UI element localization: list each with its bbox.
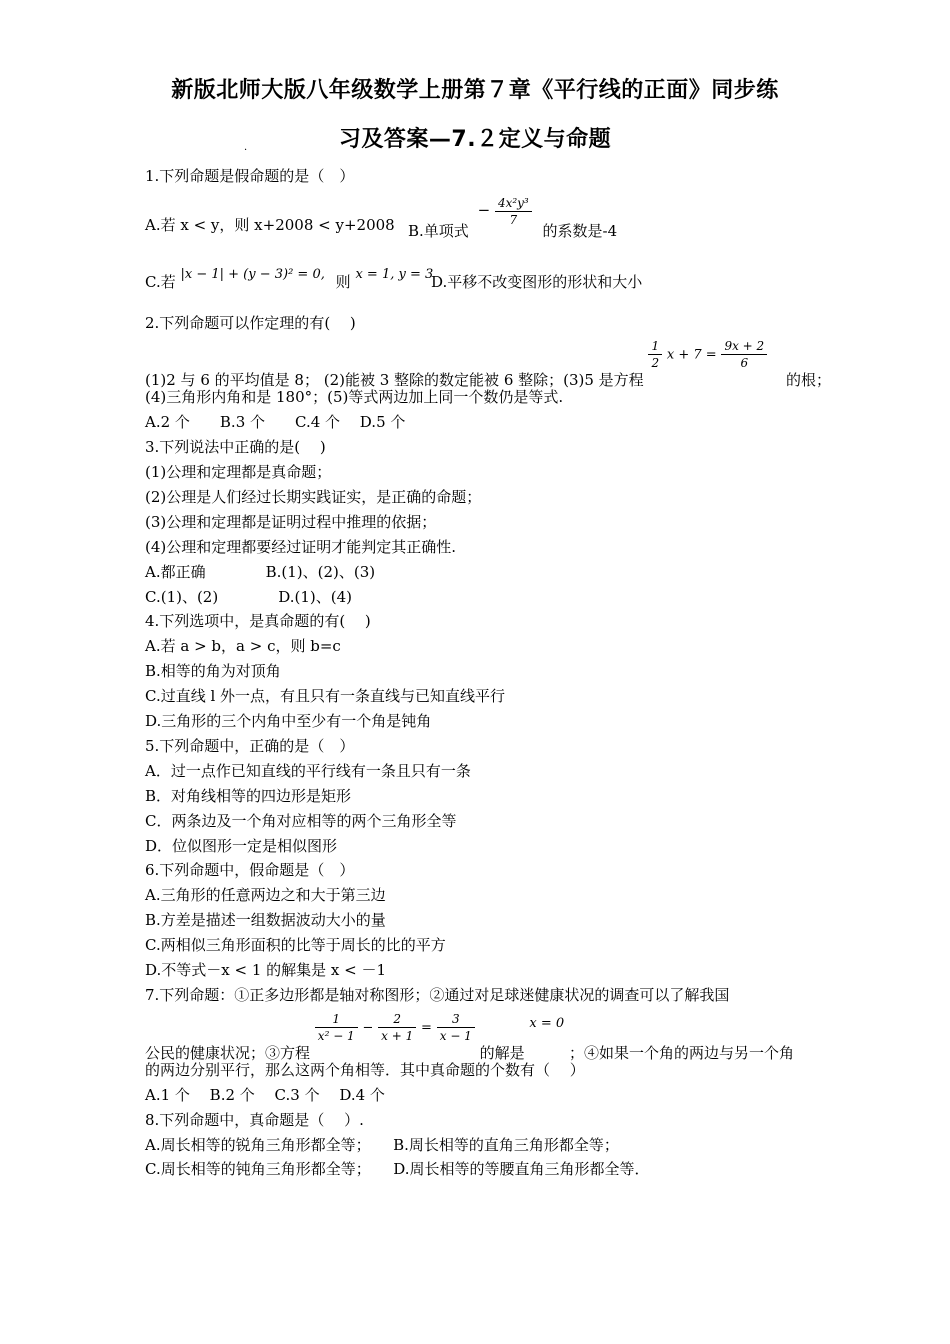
q3-options-ab: A.都正确 B.(1)、(2)、(3) xyxy=(145,563,376,581)
q3-statement-3: (3)公理和定理都是证明过程中推理的依据； xyxy=(145,513,437,531)
q5-stem: 5.下列命题中，正确的是（ ） xyxy=(145,737,355,755)
document-title-line-2: 习及答案—7.２定义与命题 xyxy=(338,127,612,152)
q4-stem: 4.下列选项中，是真命题的有( ) xyxy=(145,612,371,630)
q3-stem: 3.下列说法中正确的是( ) xyxy=(145,438,326,456)
q8-options-cd: C.周长相等的钝角三角形都全等； D.周长相等的等腰直角三角形都全等． xyxy=(145,1160,650,1178)
q5-option-a: A．过一点作已知直线的平行线有一条且只有一条 xyxy=(145,762,471,780)
decorative-dot: · xyxy=(244,145,248,156)
q5-option-b: B．对角线相等的四边形是矩形 xyxy=(145,787,352,805)
q3-statement-2: (2)公理是人们经过长期实践证实，是正确的命题； xyxy=(145,488,482,506)
q2-line-1: (1)2 与 6 的平均值是 8； (2)能被 3 整除的数定能被 6 整除；(3)5 是方程 $\frac{1}{2}$ x + 7 = $\frac{9x + 2}{6}$ 的根； xyxy=(145,339,831,389)
q4-option-d: D.三角形的三个内角中至少有一个角是钝角 xyxy=(145,712,432,730)
q7-options: A.1 个 B.2 个 C.3 个 D.4 个 xyxy=(145,1086,385,1104)
q5-option-c: C．两条边及一个角对应相等的两个三角形全等 xyxy=(145,812,457,830)
q2-line-2: (4)三角形内角和是 180°；(5)等式两边加上同一个数仍是等式. xyxy=(145,388,564,406)
q6-option-d: D.不等式－x < 1 的解集是 x < －1 xyxy=(145,961,387,979)
q3-statement-4: (4)公理和定理都要经过证明才能判定其正确性. xyxy=(145,538,457,556)
q1-option-c: C.若 |x − 1| + (y − 3)² = 0, 则 x = 1, y = 3 xyxy=(145,267,434,291)
q1-stem: 1.下列命题是假命题的是（ ） xyxy=(145,167,355,185)
q4-option-a: A.若 a > b，a > c，则 b=c xyxy=(145,637,341,655)
q7-line-3: 的两边分别平行，那么这两个角相等．其中真命题的个数有（ ） xyxy=(145,1061,585,1079)
q2-stem: 2.下列命题可以作定理的有( ) xyxy=(145,314,356,332)
q3-options-cd: C.(1)、(2) D.(1)、(4) xyxy=(145,588,352,606)
q6-option-b: B.方差是描述一组数据波动大小的量 xyxy=(145,911,386,929)
q1-option-d: D.平移不改变图形的形状和大小 xyxy=(431,273,643,291)
q1-option-a: A.若 x < y，则 x+2008 < y+2008 xyxy=(145,216,395,234)
q6-option-a: A.三角形的任意两边之和大于第三边 xyxy=(145,886,386,904)
q4-option-c: C.过直线 l 外一点，有且只有一条直线与已知直线平行 xyxy=(145,687,506,705)
q1-b-fraction: $\frac{\text{4x²y³}}{7}$ xyxy=(495,195,532,228)
q7-stem: 7.下列命题：①正多边形都是轴对称图形；②通过对足球迷健康状况的调查可以了解我国 xyxy=(145,986,730,1004)
q7-line-2: 公民的健康状况；③方程 $\frac{1}{\text{x² − 1}}$ − $\frac{2}{x + 1}$ = $\frac{3}{x - 1}$ 的解是 x = 0 ；④如果一个角的两边与另一个角 xyxy=(145,1012,794,1062)
q5-option-d: D．位似图形一定是相似图形 xyxy=(145,837,338,855)
q4-option-b: B.相等的角为对顶角 xyxy=(145,662,281,680)
q6-option-c: C.两相似三角形面积的比等于周长的比的平方 xyxy=(145,936,446,954)
q3-statement-1: (1)公理和定理都是真命题； xyxy=(145,463,332,481)
q1-option-b: B.单项式 − $\frac{\text{4x²y³}}{7}$ 的系数是-4 xyxy=(408,196,618,240)
q8-stem: 8.下列命题中，真命题是（ ）. xyxy=(145,1111,364,1129)
q2-options: A.2 个 B.3 个 C.4 个 D.5 个 xyxy=(145,413,406,431)
q6-stem: 6.下列命题中，假命题是（ ） xyxy=(145,861,355,879)
q8-options-ab: A.周长相等的锐角三角形都全等； B.周长相等的直角三角形都全等； xyxy=(145,1136,619,1154)
document-title-line-1: 新版北师大版八年级数学上册第７章《平行线的正面》同步练 xyxy=(171,78,779,103)
